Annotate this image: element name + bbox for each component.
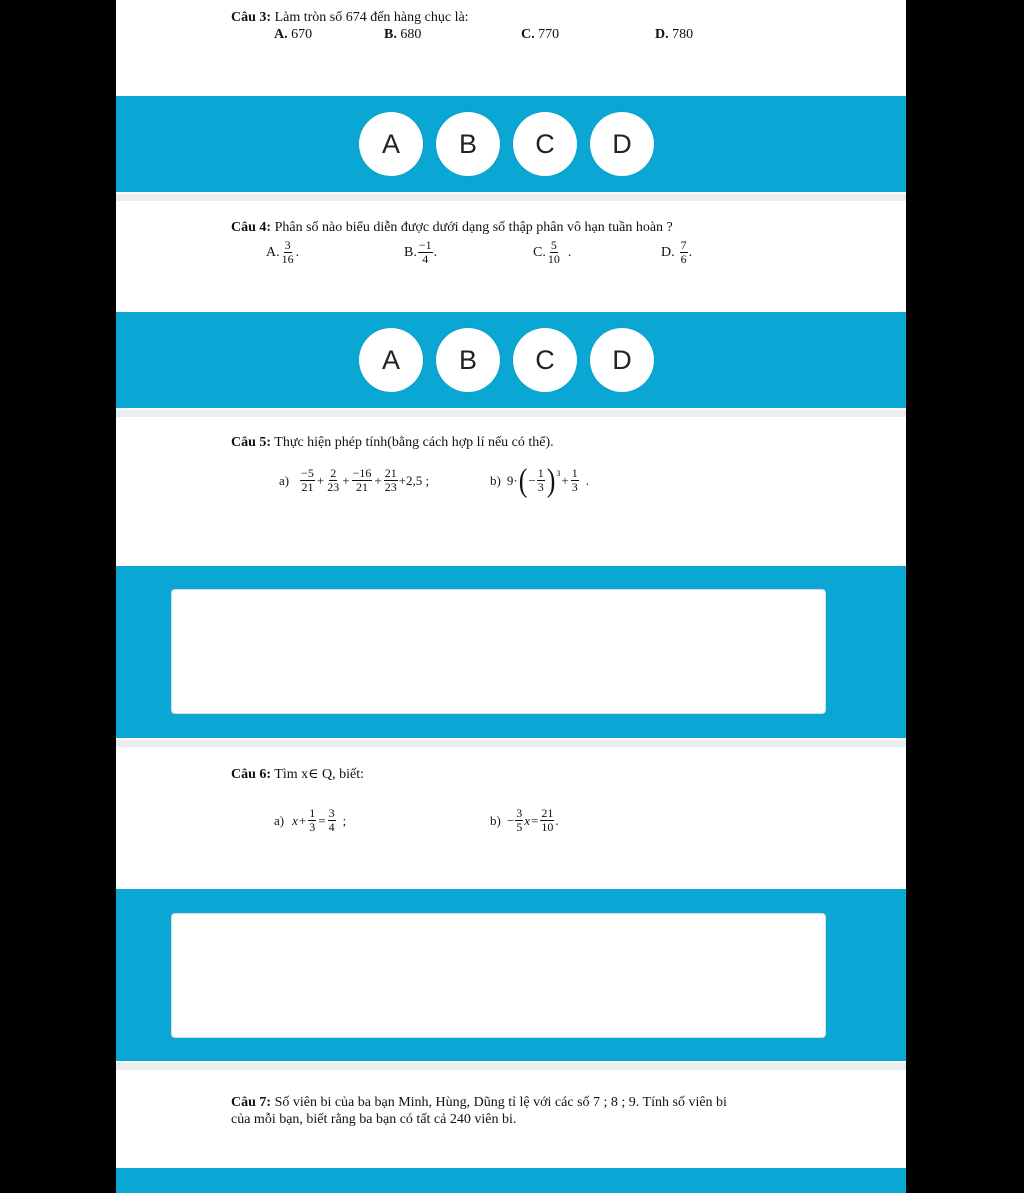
answer-textarea-question-6[interactable]: [171, 913, 826, 1038]
option-letter: C.: [521, 27, 535, 42]
question-7-section: [116, 1070, 906, 1168]
question-4-option-c: [533, 239, 571, 266]
answer-button-d[interactable]: D: [590, 112, 654, 176]
question-6-section: [116, 747, 906, 888]
question-7-line-1: Số viên bi của ba bạn Minh, Hùng, Dũng tỉ lệ với các số 7 ; 8 ; 9. Tính số viên bi: [271, 1095, 727, 1110]
expression-tail: +2,5 ;: [398, 472, 430, 488]
worksheet-page: [116, 0, 906, 1193]
question-4-text: Phân số nào biểu diễn được dưới dạng số thập phân vô hạn tuần hoàn ?: [271, 220, 673, 235]
exponent: 3: [556, 469, 561, 478]
numerator: 1: [571, 466, 578, 480]
question-7-label: Câu 7:: [231, 1095, 272, 1110]
question-7-title: [231, 1095, 727, 1111]
option-tail: .: [567, 244, 572, 260]
denominator: 5: [516, 820, 523, 834]
question-6-part-a: [274, 807, 346, 834]
question-4-title: [231, 220, 673, 236]
denominator: 16: [281, 252, 294, 266]
section-separator: [116, 740, 906, 747]
option-letter: D.: [655, 27, 669, 42]
question-4-section: [116, 201, 906, 311]
numerator: 21: [541, 806, 554, 820]
answer-button-c[interactable]: C: [513, 112, 577, 176]
fraction: [418, 239, 433, 266]
answer-band-question-3: [116, 96, 906, 192]
fraction: [537, 467, 545, 494]
numerator: 3: [284, 238, 291, 252]
fraction: [680, 239, 688, 266]
option-value: 780: [668, 27, 694, 42]
numerator: 3: [328, 806, 335, 820]
denominator: 10: [547, 252, 560, 266]
question-4-option-a: [266, 239, 299, 266]
question-6-label: Câu 6:: [231, 767, 272, 782]
denominator: 4: [328, 820, 335, 834]
minus-sign: −: [506, 812, 515, 828]
equals-sign: =: [318, 812, 326, 828]
question-3-title: [231, 10, 469, 26]
option-tail: .: [295, 244, 300, 260]
close-paren: ): [546, 461, 556, 498]
fraction: [328, 807, 336, 834]
denominator: 23: [327, 480, 340, 494]
answer-button-d[interactable]: D: [590, 328, 654, 392]
option-letter: C.: [533, 244, 546, 260]
numerator: 1: [309, 806, 316, 820]
fraction: [384, 467, 398, 494]
question-5-part-b: [490, 461, 589, 498]
fraction: [547, 239, 561, 266]
fraction: [515, 807, 523, 834]
option-tail: .: [688, 244, 693, 260]
fraction: [281, 239, 295, 266]
question-5-title: [231, 435, 554, 451]
option-tail: .: [433, 244, 438, 260]
section-separator: [116, 1063, 906, 1070]
answer-box-band-question-5: [116, 566, 906, 738]
denominator: 23: [384, 480, 397, 494]
minus-sign: −: [528, 472, 536, 488]
numerator: 3: [516, 806, 523, 820]
denominator: 4: [422, 252, 429, 266]
question-5-section: [116, 417, 906, 565]
fraction: [300, 467, 315, 494]
numerator: −16: [352, 466, 372, 480]
question-3-label: Câu 3:: [231, 10, 272, 25]
numerator: 5: [550, 238, 557, 252]
numerator: 2: [330, 466, 337, 480]
section-separator: [116, 194, 906, 201]
expression-tail: ;: [342, 812, 347, 828]
question-6-part-b: [490, 807, 559, 834]
answer-textarea-question-5[interactable]: [171, 589, 826, 714]
question-3-option-a: [274, 27, 312, 43]
part-label: b): [490, 812, 501, 828]
fraction: [352, 467, 373, 494]
option-letter: A.: [274, 27, 288, 42]
question-5-label: Câu 5:: [231, 435, 272, 450]
numerator: −1: [418, 238, 432, 252]
fraction: [326, 467, 340, 494]
fraction: [308, 807, 316, 834]
fraction: [571, 467, 579, 494]
open-paren: (: [518, 461, 528, 498]
variable-x: x: [292, 812, 298, 828]
option-value: 670: [287, 27, 313, 42]
answer-button-b[interactable]: B: [436, 328, 500, 392]
plus-sign: +: [316, 472, 325, 488]
answer-button-b[interactable]: B: [436, 112, 500, 176]
plus-sign: +: [342, 472, 350, 488]
question-6-title: [231, 766, 364, 783]
plus-sign: +: [374, 472, 382, 488]
denominator: 3: [309, 820, 316, 834]
option-letter: D.: [661, 244, 675, 260]
plus-sign: +: [561, 472, 569, 488]
question-5-text: Thực hiện phép tính(bằng cách hợp lí nếu có thể).: [271, 435, 554, 450]
option-value: 680: [396, 27, 422, 42]
option-letter: A.: [266, 244, 280, 260]
answer-button-a[interactable]: A: [359, 112, 423, 176]
equals-sign: =: [530, 812, 539, 828]
question-6-text: Tìm x∈ Q, biết:: [271, 767, 364, 782]
question-3-section: [116, 0, 906, 92]
numerator: 21: [384, 466, 397, 480]
variable-x: x: [524, 812, 530, 828]
question-5-part-a: [279, 467, 429, 494]
section-separator: [116, 410, 906, 417]
numerator: 1: [537, 466, 544, 480]
expression-tail: .: [585, 472, 589, 488]
numerator: −5: [301, 466, 314, 480]
question-7-line-2: của mỗi bạn, biết rằng ba bạn có tất cả 240 viên bi.: [231, 1112, 517, 1127]
question-3-text: Làm tròn số 674 đến hàng chục là:: [271, 10, 469, 25]
question-4-label: Câu 4:: [231, 220, 272, 235]
denominator: 6: [680, 252, 687, 266]
part-label: a): [279, 472, 290, 488]
denominator: 3: [537, 480, 544, 494]
question-4-option-d: [661, 239, 692, 266]
answer-button-a[interactable]: A: [359, 328, 423, 392]
fraction: [540, 807, 554, 834]
coefficient: 9·: [506, 472, 518, 488]
answer-band-question-7: [116, 1168, 906, 1193]
part-label: b): [490, 472, 501, 488]
denominator: 21: [355, 480, 368, 494]
numerator: 7: [680, 238, 687, 252]
question-3-option-c: [521, 27, 559, 43]
question-3-option-b: [384, 27, 421, 43]
denominator: 10: [541, 820, 554, 834]
expression-tail: .: [555, 812, 559, 828]
answer-box-band-question-6: [116, 889, 906, 1061]
answer-band-question-4: [116, 312, 906, 408]
option-letter: B.: [384, 27, 397, 42]
question-4-option-b: [404, 239, 437, 266]
plus-sign: +: [298, 812, 307, 828]
question-3-option-d: [655, 27, 693, 43]
answer-button-c[interactable]: C: [513, 328, 577, 392]
denominator: 3: [571, 480, 578, 494]
part-label: a): [274, 812, 285, 828]
option-value: 770: [534, 27, 560, 42]
denominator: 21: [301, 480, 314, 494]
option-letter: B.: [404, 244, 417, 260]
